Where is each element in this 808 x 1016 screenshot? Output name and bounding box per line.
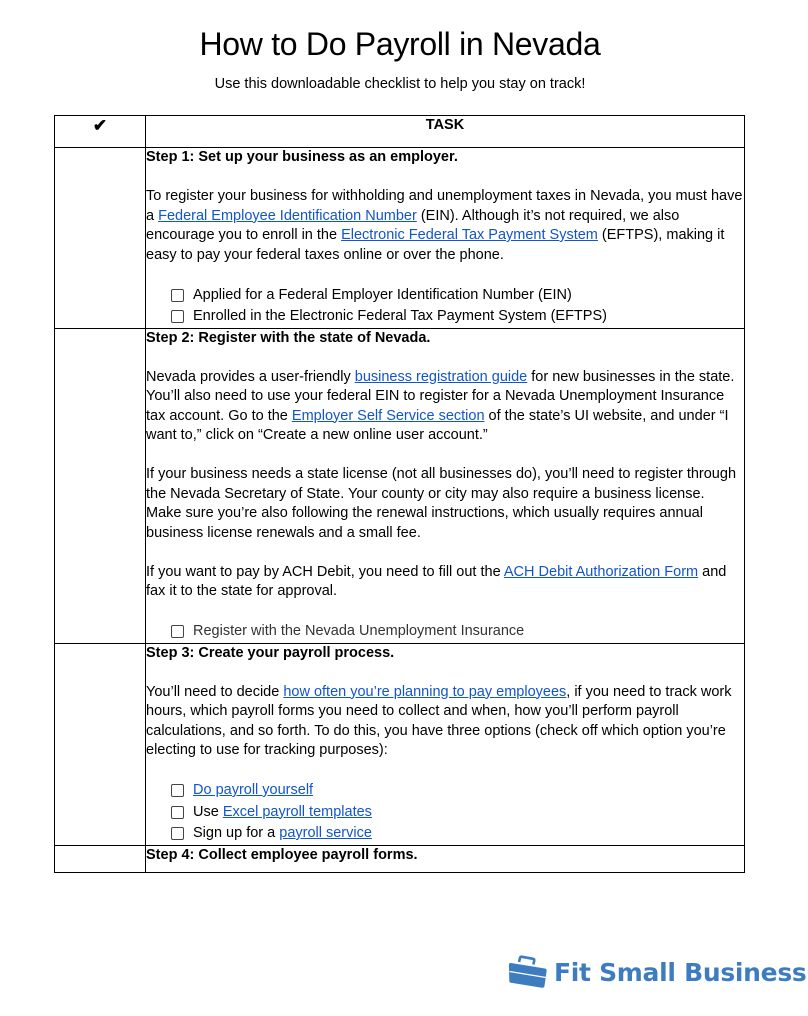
step-heading: Step 2: Register with the state of Nevada.: [146, 329, 431, 346]
checkbox[interactable]: [171, 289, 184, 302]
checkbox[interactable]: [171, 827, 184, 840]
page-title: How to Do Payroll in Nevada: [199, 26, 601, 62]
employer-self-service-link[interactable]: Employer Self Service section: [291, 407, 485, 424]
checklist-item[interactable]: [171, 802, 744, 824]
logo-text: Fit Small Business: [554, 957, 807, 987]
paragraph-text: If your business needs a state license (not all businesses do), you’ll need to register through the Nevada Secretary of State. Your county or city may also require a business license. Make sure you’re also following the renewal instructions, which usually requires annual business license renewals and a small fee.: [146, 466, 737, 541]
task-column-header: TASK: [146, 116, 745, 148]
excel-payroll-templates-link[interactable]: Excel payroll templates: [222, 803, 372, 820]
checklist-item[interactable]: [171, 285, 744, 307]
step-heading: Step 1: Set up your business as an employer.: [146, 149, 458, 165]
check-column-header: ✔: [55, 116, 146, 148]
table-row-step-4: [55, 845, 745, 873]
checkbox[interactable]: [171, 784, 184, 797]
paragraph-text: If you want to pay by ACH Debit, you need to fill out the: [146, 563, 504, 580]
paragraph-text: Nevada provides a user-friendly: [146, 368, 355, 385]
checklist-item-label: Sign up for a: [193, 825, 280, 841]
checklist-item[interactable]: [171, 823, 744, 845]
table-row-step-1: [55, 148, 745, 329]
step-heading: Step 3: Create your payroll process.: [146, 644, 395, 661]
step-paragraph: [146, 683, 744, 761]
pay-frequency-link[interactable]: how often you’re planning to pay employees: [283, 683, 567, 700]
eftps-link[interactable]: Electronic Federal Tax Payment System: [341, 227, 598, 243]
task-cell: [146, 643, 745, 845]
checkbox[interactable]: [171, 625, 184, 638]
step-paragraph: [146, 465, 744, 543]
paragraph-text: , if you need to track work hours, which payroll forms you need to collect and when, how you’ll perform payroll calculations, and so forth. To do this, you have three options (check off which option you’re electing to use for tracking purposes):: [146, 683, 732, 758]
paragraph-text: (EFTPS), making it easy to pay your federal taxes online or over the phone.: [146, 227, 725, 263]
paragraph-text: of the state’s UI website, and under “I want to,” click on “Create a new online user account.”: [146, 407, 729, 443]
checkbox[interactable]: [171, 310, 184, 323]
business-registration-guide-link[interactable]: business registration guide: [354, 368, 528, 385]
task-cell: [146, 845, 745, 873]
paragraph-text: and fax it to the state for approval.: [146, 563, 727, 599]
step-heading: Step 4: Collect employee payroll forms.: [146, 846, 418, 863]
briefcase-icon: [508, 955, 548, 989]
ein-link[interactable]: Federal Employee Identification Number: [158, 207, 417, 224]
step-paragraph: [146, 368, 744, 446]
page-subtitle: Use this downloadable checklist to help you stay on track!: [214, 76, 586, 92]
checklist-item[interactable]: [171, 621, 744, 643]
checkbox[interactable]: [171, 806, 184, 819]
do-payroll-yourself-link[interactable]: Do payroll yourself: [193, 782, 314, 798]
step-paragraph: [146, 187, 744, 265]
checklist-item-label: Use: [193, 803, 223, 820]
checklist-item-label: Enrolled in the Electronic Federal Tax Payment System (EFTPS): [193, 308, 607, 324]
paragraph-text: To register your business for withholding and unemployment taxes in Nevada, you must have a: [146, 188, 743, 224]
checklist-table: [54, 115, 745, 873]
table-row-step-2: [55, 328, 745, 643]
checklist-item-label: Register with the Nevada Unemployment Insurance: [193, 623, 525, 639]
paragraph-text: (EIN). Although it’s not required, we also encourage you to enroll in the: [146, 207, 680, 243]
step-checklist: [146, 780, 744, 845]
checklist-item[interactable]: [171, 306, 744, 328]
step-paragraph: [146, 563, 744, 602]
task-cell: [146, 328, 745, 643]
check-cell: [55, 643, 146, 845]
payroll-service-link[interactable]: payroll service: [279, 825, 372, 841]
task-cell: [146, 148, 745, 329]
fit-small-business-logo: [508, 955, 807, 989]
check-cell: [55, 148, 146, 329]
check-cell: [55, 845, 146, 873]
step-checklist: [146, 621, 744, 643]
paragraph-text: for new businesses in the state. You’ll also need to use your federal EIN to register for a Nevada Unemployment Insurance tax account. Go to the: [146, 368, 735, 424]
check-cell: [55, 328, 146, 643]
table-row-step-3: [55, 643, 745, 845]
paragraph-text: You’ll need to decide: [146, 683, 284, 700]
ach-debit-form-link[interactable]: ACH Debit Authorization Form: [503, 563, 699, 580]
table-header-row: [55, 116, 745, 148]
step-checklist: [146, 285, 744, 328]
checklist-item-label: Applied for a Federal Employer Identification Number (EIN): [193, 286, 572, 303]
checklist-item[interactable]: [171, 780, 744, 802]
